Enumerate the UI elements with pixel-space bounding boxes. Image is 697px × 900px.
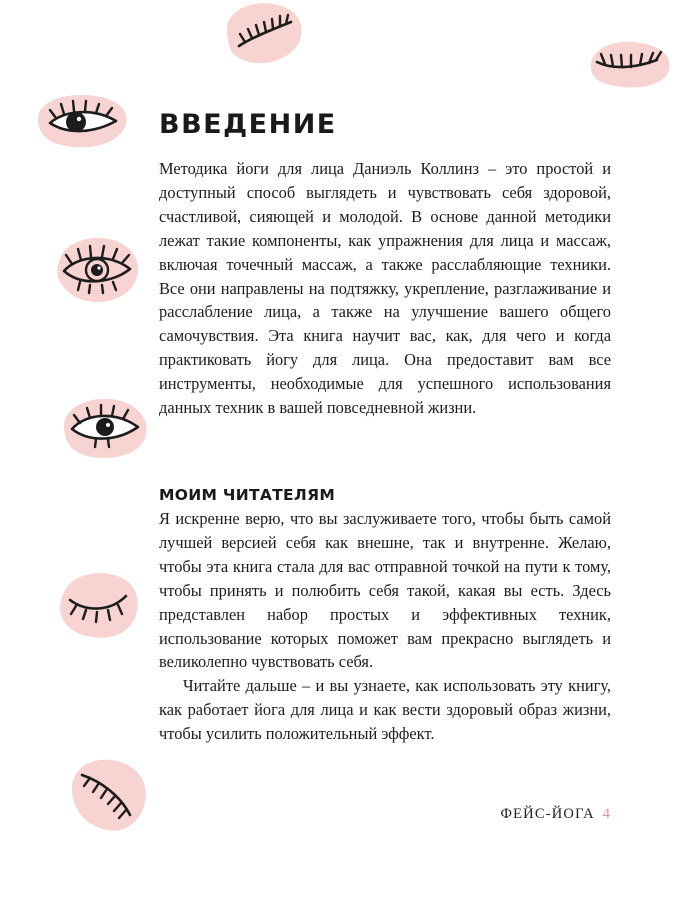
section-subheading: МОИМ ЧИТАТЕЛЯМ bbox=[159, 486, 336, 504]
readers-section bbox=[159, 507, 611, 746]
closed-eye-icon bbox=[56, 570, 140, 638]
page-number: 4 bbox=[602, 806, 610, 822]
closed-eye-icon bbox=[221, 2, 305, 66]
readers-paragraph-2: Читайте дальше – и вы узнаете, как использовать эту книгу, как работает йога для лица и как вести здоровый образ жизни, чтобы усилить положительный эффект. bbox=[159, 676, 611, 744]
open-eye-icon bbox=[54, 235, 140, 305]
readers-paragraph-1: Я искренне верю, что вы заслуживаете того, чтобы быть самой лучшей версией себя как внешне, так и внутренне. Желаю, чтобы эта книга стала для вас отправной точкой на пути к тому, чтобы принять и полюбить себя такой, какая вы есть. Здесь представлен набор простых и эффективных техник, использование которых поможет вам прекрасно выглядеть и великолепно чувствовать себя. bbox=[159, 509, 611, 672]
section-title: ВВЕДЕНИЕ bbox=[159, 109, 337, 140]
intro-paragraph: Методика йоги для лица Даниэль Коллинз – это простой и доступный способ выглядеть и чувствовать себя здоровой, счастливой, сияющей и молодой. В основе данной методики лежат такие компоненты, как упражнения для лица и массаж, включая точечный массаж, а также расслабляющие техники. Все они направлены на подтяжку, укрепление, разглаживание и расслабление лица, а также на улучшение вашего общего самочувствия. Эта книга научит вас, как, для чего и когда практиковать йогу для лица. Она предоставит вам все инструменты, необходимые для успешного использования данных техник в вашей повседневной жизни. bbox=[159, 159, 611, 418]
page-footer bbox=[500, 804, 610, 824]
running-title: ФЕЙС-ЙОГА bbox=[500, 806, 595, 822]
closed-eye-icon bbox=[587, 38, 673, 90]
open-eye-icon bbox=[60, 395, 150, 461]
open-eye-icon bbox=[36, 93, 128, 149]
closed-eye-icon bbox=[70, 755, 148, 831]
